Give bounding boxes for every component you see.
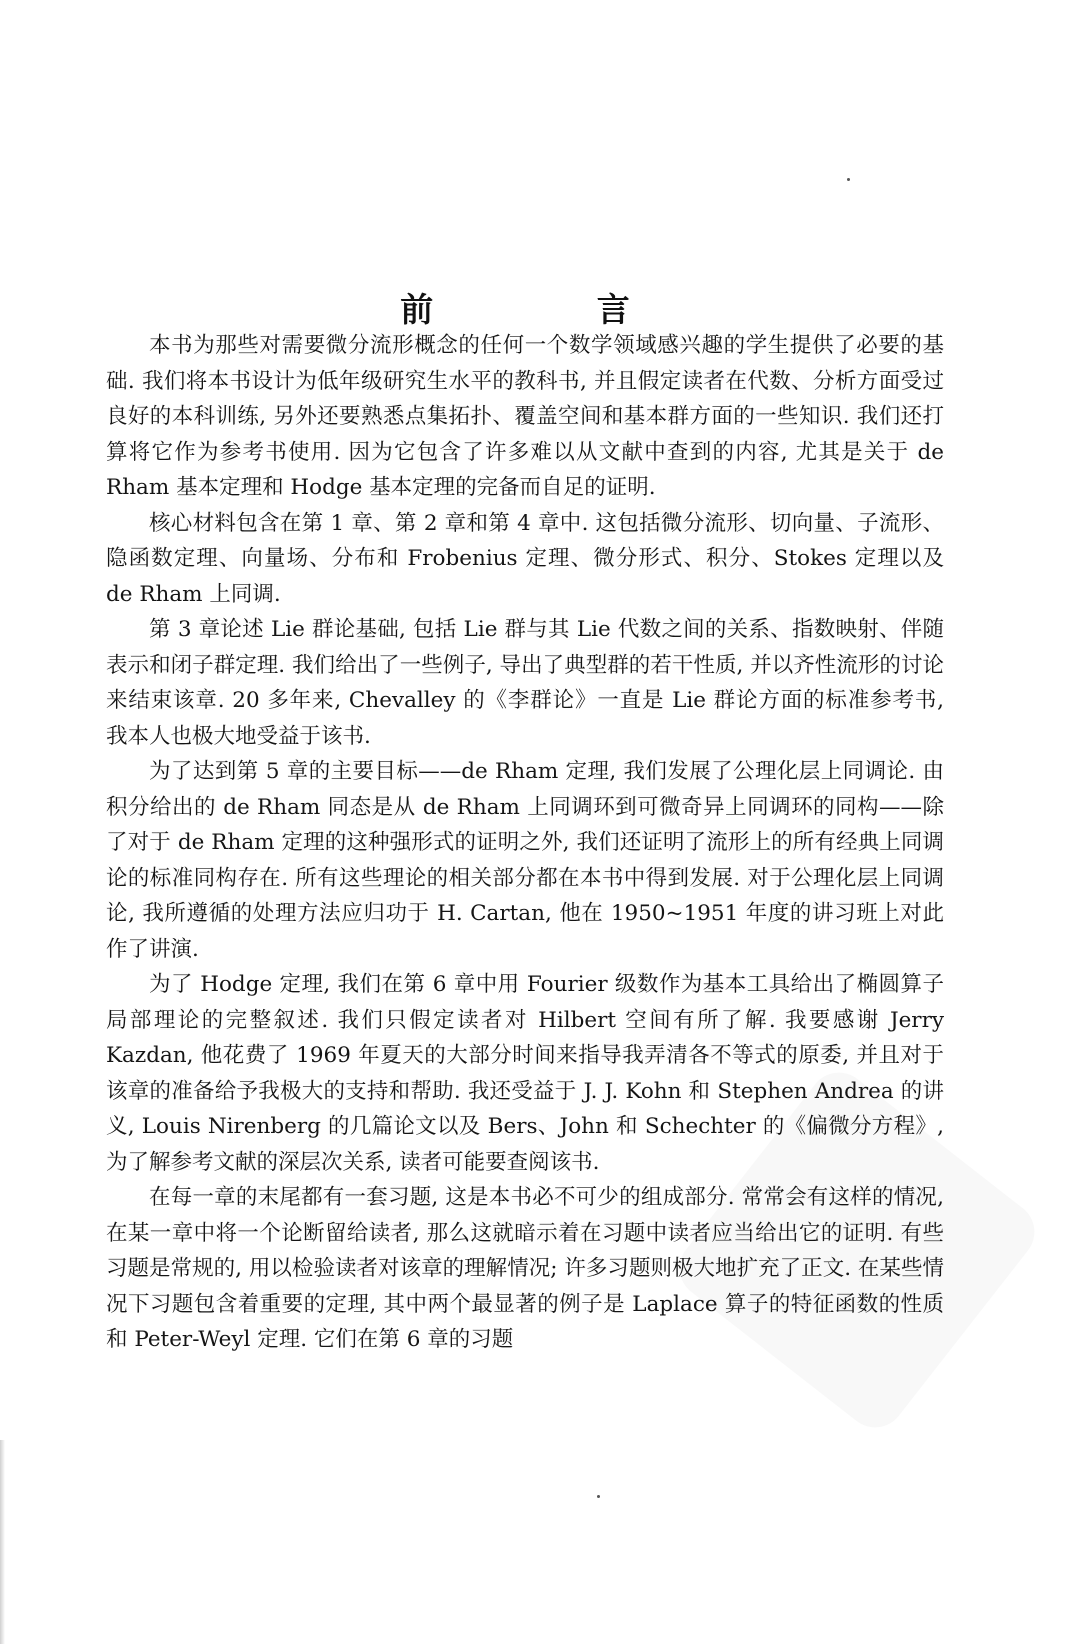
paragraph: 为了 Hodge 定理, 我们在第 6 章中用 Fourier 级数作为基本工具给出了椭圆算子局部理论的完整叙述. 我们只假定读者对 Hilbert 空间有所了解. 我要感谢 Jerry Kazdan, 他花费了 1969 年夏天的大部分时间来指导我弄清各不等式的原委, 并且对于该章的准备给予我极大的支持和帮助. 我还受益于 J. J. Kohn 和 Stephen Andrea 的讲义, Louis Nirenberg 的几篇论文以及 Bers、John 和 Schechter 的《偏微分方程》, 为了解参考文献的深层次关系, 读者可能要查阅该书. <box>106 972 944 1175</box>
scan-speck <box>597 1495 600 1498</box>
paragraph: 为了达到第 5 章的主要目标——de Rham 定理, 我们发展了公理化层上同调论. 由积分给出的 de Rham 同态是从 de Rham 上同调环到可微奇异上同调环的同构——除了对于 de Rham 定理的这种强形式的证明之外, 我们还证明了流形上的所有经典上同调论的标准同构存在. 所有这些理论的相关部分都在本书中得到发展. 对于公理化层上同调论, 我所遵循的处理方法应归功于 H. Cartan, 他在 1950~1951 年度的讲习班上对此作了讲演. <box>106 759 944 962</box>
paragraph: 在每一章的末尾都有一套习题, 这是本书必不可少的组成部分. 常常会有这样的情况, 在某一章中将一个论断留给读者, 那么这就暗示着在习题中读者应当给出它的证明. 有些习题是常规的, 用以检验读者对该章的理解情况; 许多习题则极大地扩充了正文. 在某些情况下习题包含着重要的定理, 其中两个最显著的例子是 Laplace 算子的特征函数的性质和 Peter-Weyl 定理. 它们在第 6 章的习题 <box>106 1185 944 1352</box>
page-edge-shadow <box>0 1440 5 1644</box>
page-title: 前 言 <box>400 290 706 330</box>
paragraph: 第 3 章论述 Lie 群论基础, 包括 Lie 群与其 Lie 代数之间的关系、指数映射、伴随表示和闭子群定理. 我们给出了一些例子, 导出了典型群的若干性质, 并以齐性流形的讨论来结束该章. 20 多年来, Chevalley 的《李群论》一直是 Lie 群论方面的标准参考书, 我本人也极大地受益于该书. <box>106 617 944 749</box>
paragraph: 本书为那些对需要微分流形概念的任何一个数学领域感兴趣的学生提供了必要的基础. 我们将本书设计为低年级研究生水平的教科书, 并且假定读者在代数、分析方面受过良好的本科训练, 另外还要熟悉点集拓扑、覆盖空间和基本群方面的一些知识. 我们还打算将它作为参考书使用. 因为它包含了许多难以从文献中查到的内容, 尤其是关于 de Rham 基本定理和 Hodge 基本定理的完备而自足的证明. <box>106 333 944 500</box>
scan-speck <box>847 178 850 181</box>
paragraph: 核心材料包含在第 1 章、第 2 章和第 4 章中. 这包括微分流形、切向量、子流形、隐函数定理、向量场、分布和 Frobenius 定理、微分形式、积分、Stokes 定理以及 de Rham 上同调. <box>106 510 944 607</box>
preface-body <box>106 328 944 1358</box>
